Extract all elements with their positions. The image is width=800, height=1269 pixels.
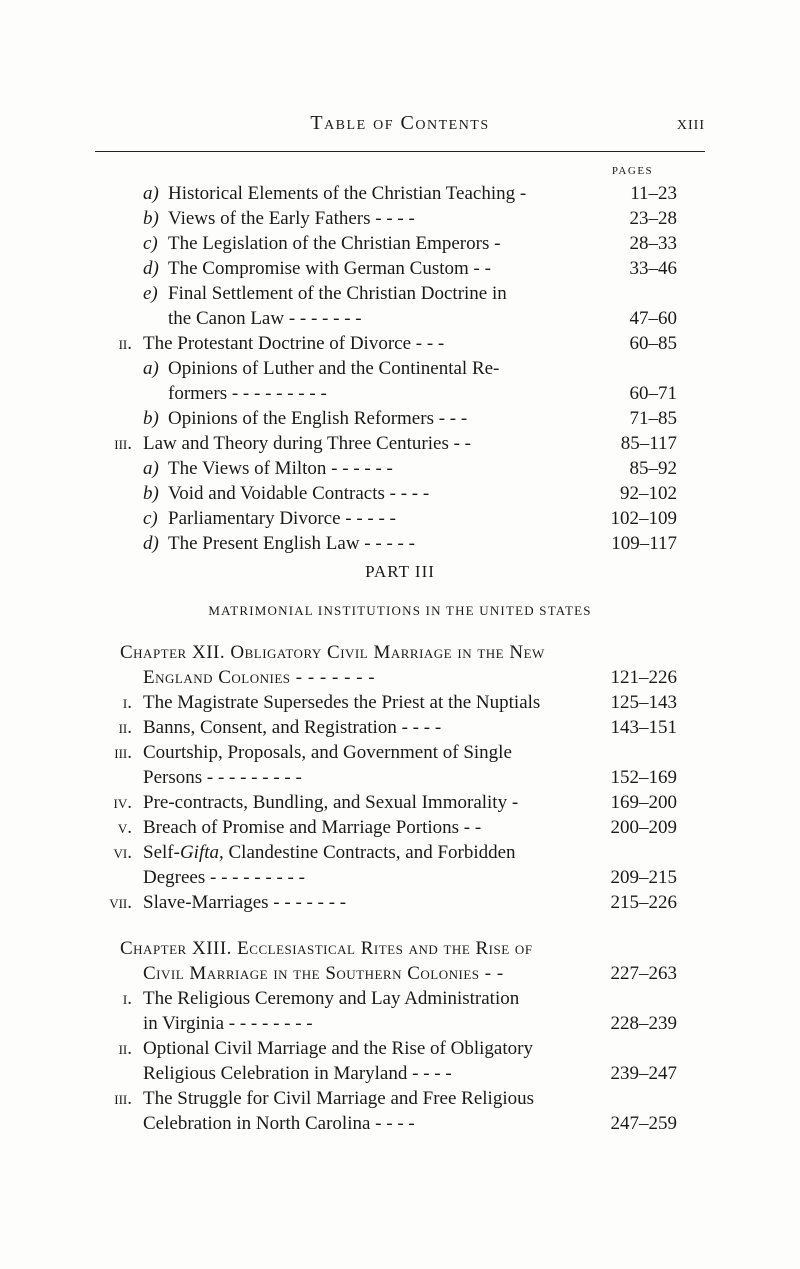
entry-pages: 125–143 [610, 692, 677, 713]
entry-title: The Present English Law - - - - - [168, 533, 415, 554]
pages-label: PAGES [611, 165, 654, 177]
toc-entry [0, 356, 800, 381]
toc-entry [0, 640, 800, 665]
entry-pages: 200–209 [610, 817, 677, 838]
entry-title: Parliamentary Divorce - - - - - [168, 508, 396, 529]
toc-entry [0, 815, 800, 840]
toc-entry [0, 181, 800, 206]
entry-pages: 60–85 [629, 333, 677, 354]
entry-number: ii. [118, 1038, 132, 1059]
toc-entry [0, 206, 800, 231]
entry-pages: 209–215 [610, 867, 677, 888]
entry-number: iv. [113, 792, 132, 813]
entry-label: c) [143, 233, 158, 254]
entry-title: Slave-Marriages - - - - - - - [143, 892, 347, 913]
toc-entry [0, 381, 800, 406]
entry-label: a) [143, 183, 159, 204]
chapter12-contents [0, 640, 800, 915]
toc-entry [0, 506, 800, 531]
toc-entry [0, 936, 800, 961]
toc-entry [0, 1086, 800, 1111]
toc-entry [0, 531, 800, 556]
entry-title: The Views of Milton - - - - - - [168, 458, 393, 479]
entry-title: The Protestant Doctrine of Divorce - - - [143, 333, 445, 354]
toc-entry [0, 1011, 800, 1036]
toc-entry [0, 1061, 800, 1086]
entry-number: i. [122, 692, 132, 713]
entry-title: Courtship, Proposals, and Government of Single [143, 742, 512, 763]
entry-pages: 33–46 [629, 258, 677, 279]
part2-contents [0, 181, 800, 556]
entry-label: e) [143, 283, 158, 304]
entry-title: Self-Gifta, Clandestine Contracts, and Forbidden [143, 842, 516, 863]
entry-pages: 228–239 [610, 1013, 677, 1034]
entry-title: Opinions of the English Reformers - - - [168, 408, 468, 429]
entry-title: Degrees - - - - - - - - - [143, 867, 305, 888]
part-title: PART III [365, 562, 435, 581]
pages-column-heading [0, 163, 800, 179]
entry-title: the Canon Law - - - - - - - [168, 308, 362, 329]
entry-title: The Religious Ceremony and Lay Administration [143, 988, 520, 1009]
entry-pages: 227–263 [610, 963, 677, 984]
chapter13-contents [0, 936, 800, 1136]
entry-title: Optional Civil Marriage and the Rise of Obligatory [143, 1038, 533, 1059]
entry-pages: 247–259 [610, 1113, 677, 1134]
toc-entry [0, 765, 800, 790]
toc-entry [0, 961, 800, 986]
entry-number: i. [122, 988, 132, 1009]
header-rule [95, 151, 705, 152]
entry-title: Void and Voidable Contracts - - - - [168, 483, 430, 504]
entry-number: iii. [114, 742, 132, 763]
toc-entry [0, 1111, 800, 1136]
toc-entry [0, 231, 800, 256]
entry-title: The Magistrate Supersedes the Priest at the Nuptials [143, 692, 541, 713]
running-title: Table of Contents [310, 112, 490, 134]
entry-title: formers - - - - - - - - - [168, 383, 327, 404]
toc-entry [0, 456, 800, 481]
entry-title: Law and Theory during Three Centuries - - [143, 433, 472, 454]
entry-title: Pre-contracts, Bundling, and Sexual Immorality - [143, 792, 519, 813]
toc-entry [0, 665, 800, 690]
entry-title: Final Settlement of the Christian Doctrine in [168, 283, 507, 304]
entry-pages: 47–60 [629, 308, 677, 329]
entry-label: d) [143, 258, 159, 279]
chapter-heading: Chapter XII. Obligatory Civil Marriage in the New [120, 642, 545, 663]
toc-entry [0, 331, 800, 356]
entry-title: Historical Elements of the Christian Teaching - [168, 183, 527, 204]
entry-title: Breach of Promise and Marriage Portions - - [143, 817, 482, 838]
entry-title: Opinions of Luther and the Continental Re- [168, 358, 500, 379]
toc-entry [0, 481, 800, 506]
entry-pages: 85–117 [620, 433, 677, 454]
toc-entry [0, 840, 800, 865]
entry-label: d) [143, 533, 159, 554]
entry-pages: 215–226 [610, 892, 677, 913]
toc-entry [0, 256, 800, 281]
entry-pages: 11–23 [630, 183, 677, 204]
entry-number: iii. [114, 1088, 132, 1109]
entry-pages: 169–200 [610, 792, 677, 813]
entry-pages: 143–151 [610, 717, 677, 738]
toc-entry [0, 865, 800, 890]
chapter-heading: Chapter XIII. Ecclesiastical Rites and the Rise of [120, 938, 533, 959]
toc-entry [0, 406, 800, 431]
entry-pages: 152–169 [610, 767, 677, 788]
entry-pages: 60–71 [629, 383, 677, 404]
entry-title: Celebration in North Carolina - - - - [143, 1113, 415, 1134]
entry-title: Persons - - - - - - - - - [143, 767, 302, 788]
entry-label: b) [143, 483, 159, 504]
entry-pages: 102–109 [610, 508, 677, 529]
entry-title: The Compromise with German Custom - - [168, 258, 491, 279]
toc-entry [0, 740, 800, 765]
part-subtitle: MATRIMONIAL INSTITUTIONS IN THE UNITED STATES [208, 603, 592, 618]
chapter-heading: Civil Marriage in the Southern Colonies - - [143, 963, 504, 984]
toc-entry [0, 986, 800, 1011]
entry-number: ii. [118, 717, 132, 738]
page-number: xiii [676, 112, 705, 134]
toc-entry [0, 890, 800, 915]
entry-number: vi. [113, 842, 132, 863]
toc-entry [0, 715, 800, 740]
entry-label: b) [143, 408, 159, 429]
entry-number: ii. [118, 333, 132, 354]
entry-number: v. [117, 817, 132, 838]
toc-entry [0, 306, 800, 331]
entry-title: in Virginia - - - - - - - - [143, 1013, 313, 1034]
chapter-heading: England Colonies - - - - - - - [143, 667, 376, 688]
entry-label: b) [143, 208, 159, 229]
entry-number: iii. [114, 433, 132, 454]
entry-number: vii. [109, 892, 132, 913]
entry-pages: 239–247 [610, 1063, 677, 1084]
entry-pages: 85–92 [629, 458, 677, 479]
toc-entry [0, 790, 800, 815]
entry-title: The Struggle for Civil Marriage and Free Religious [143, 1088, 534, 1109]
entry-title: The Legislation of the Christian Emperors - [168, 233, 501, 254]
entry-pages: 92–102 [620, 483, 677, 504]
entry-pages: 28–33 [629, 233, 677, 254]
toc-entry [0, 431, 800, 456]
entry-label: a) [143, 358, 159, 379]
entry-label: c) [143, 508, 158, 529]
entry-title: Views of the Early Fathers - - - - [168, 208, 415, 229]
running-head [95, 112, 705, 142]
entry-pages: 23–28 [629, 208, 677, 229]
entry-pages: 71–85 [629, 408, 677, 429]
toc-entry [0, 1036, 800, 1061]
entry-pages: 109–117 [611, 533, 677, 554]
entry-title: Banns, Consent, and Registration - - - - [143, 717, 442, 738]
toc-entry [0, 690, 800, 715]
entry-label: a) [143, 458, 159, 479]
toc-entry [0, 281, 800, 306]
entry-pages: 121–226 [610, 667, 677, 688]
entry-title: Religious Celebration in Maryland - - - - [143, 1063, 452, 1084]
